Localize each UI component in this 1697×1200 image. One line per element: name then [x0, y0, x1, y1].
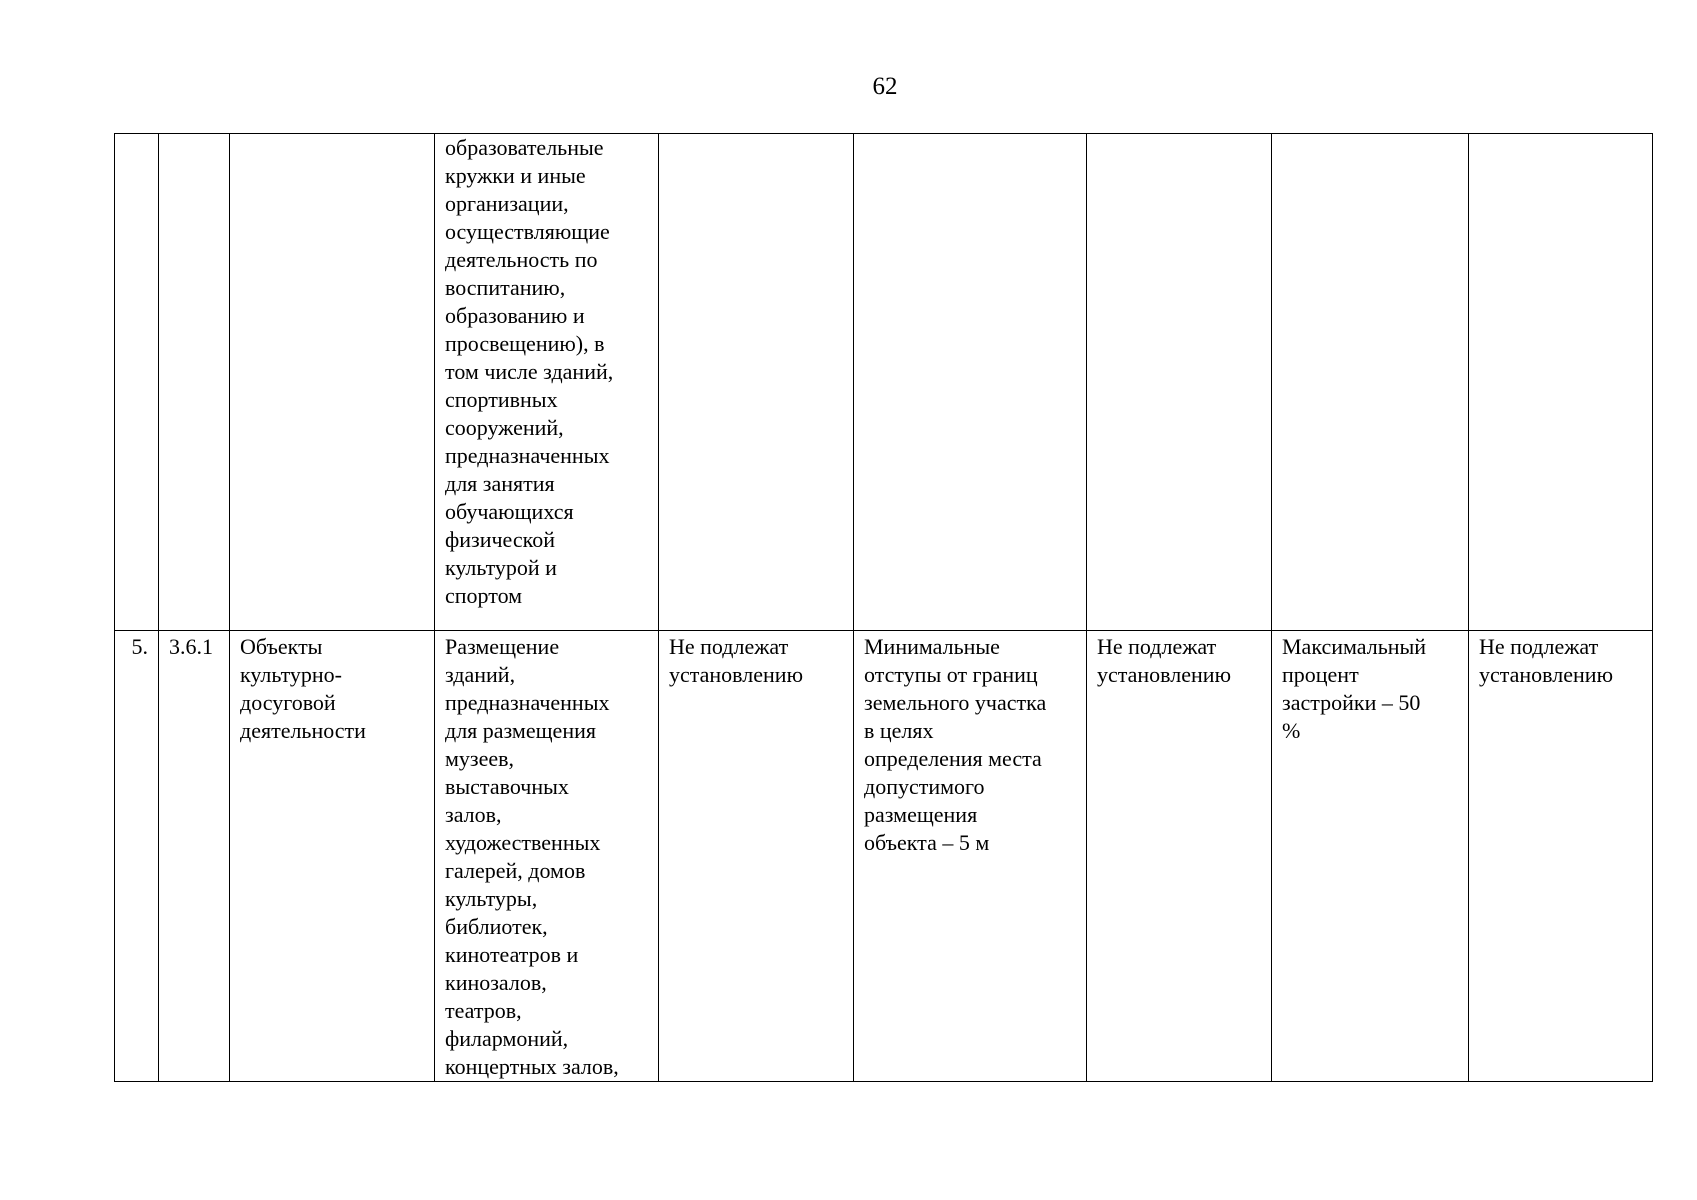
- description-cell: образовательные кружки и иные организации, осуществляющие деятельность по воспитанию, образованию и просвещению), в том числе зданий, спортивных сооружений, предназначенных для занятия обучающихся физической культурой и спортом: [435, 134, 659, 631]
- regulations-table: [114, 133, 1653, 1082]
- table-row: [115, 631, 1653, 1082]
- row-number-cell: [115, 134, 159, 631]
- name-cell: [230, 134, 435, 631]
- code-cell: [159, 134, 230, 631]
- other-params-cell: Не подлежат установлению: [1469, 631, 1653, 1082]
- plot-size-cell: [659, 134, 854, 631]
- floors-cell: [1087, 134, 1272, 631]
- table-row: [115, 134, 1653, 631]
- setback-cell: [854, 134, 1087, 631]
- code-cell: 3.6.1: [159, 631, 230, 1082]
- coverage-cell: Максимальный процент застройки – 50 %: [1272, 631, 1469, 1082]
- description-cell: Размещение зданий, предназначенных для размещения музеев, выставочных залов, художественных галерей, домов культуры, библиотек, кинотеатров и кинозалов, театров, филармоний, концертных залов,: [435, 631, 659, 1082]
- coverage-cell: [1272, 134, 1469, 631]
- floors-cell: Не подлежат установлению: [1087, 631, 1272, 1082]
- name-cell: Объекты культурно- досуговой деятельности: [230, 631, 435, 1082]
- other-params-cell: [1469, 134, 1653, 631]
- plot-size-cell: Не подлежат установлению: [659, 631, 854, 1082]
- page-number: 62: [872, 73, 898, 100]
- setback-cell: Минимальные отступы от границ земельного участка в целях определения места допустимого размещения объекта – 5 м: [854, 631, 1087, 1082]
- row-number-cell: 5.: [115, 631, 159, 1082]
